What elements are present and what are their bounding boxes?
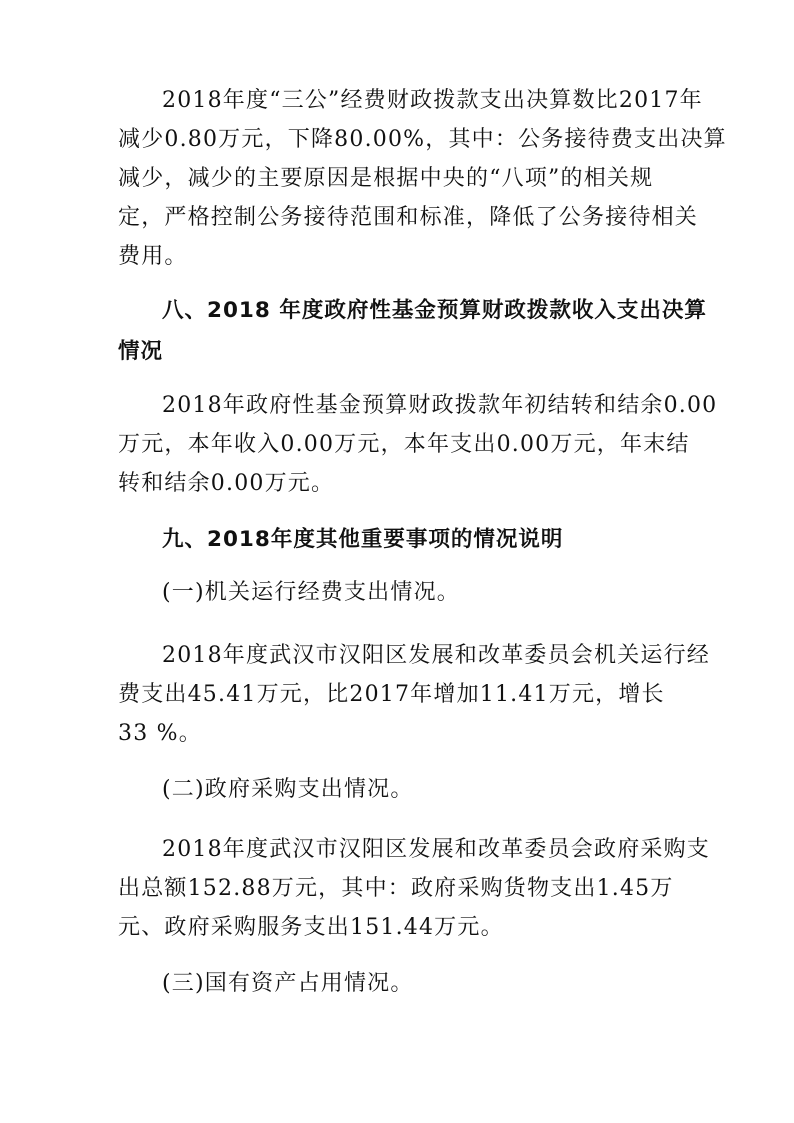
section-heading-8-line-2: 情况: [118, 339, 164, 364]
paragraph-sangong-line-2: 减少0.80万元，下降80.00%，其中：公务接待费支出决算: [118, 127, 727, 152]
subheading-state-assets: (三)国有资产占用情况。: [162, 971, 414, 996]
paragraph-procurement-line-2: 出总额152.88万元，其中：政府采购货物支出1.45万: [118, 876, 674, 901]
paragraph-sangong-line-1: 2018年度“三公”经费财政拨款支出决算数比2017年: [162, 88, 703, 113]
paragraph-fund-line-3: 转和结余0.00万元。: [118, 471, 335, 496]
paragraph-sangong-line-3: 减少，减少的主要原因是根据中央的“八项”的相关规: [118, 166, 654, 191]
paragraph-procurement-line-1: 2018年度武汉市汉阳区发展和改革委员会政府采购支: [162, 837, 710, 862]
paragraph-fund-line-2: 万元，本年收入0.00万元，本年支出0.00万元，年末结: [118, 432, 690, 457]
section-heading-8-line-1: 八、2018 年度政府性基金预算财政拨款收入支出决算: [162, 298, 707, 323]
paragraph-operating-line-3: 33 %。: [118, 721, 202, 746]
section-heading-9: 九、2018年度其他重要事项的情况说明: [162, 527, 564, 552]
paragraph-fund-line-1: 2018年政府性基金预算财政拨款年初结转和结余0.00: [162, 393, 718, 418]
paragraph-sangong-line-4: 定，严格控制公务接待范围和标准，降低了公务接待相关: [118, 205, 699, 230]
paragraph-operating-line-2: 费支出45.41万元，比2017年增加11.41万元，增长: [118, 682, 665, 707]
paragraph-sangong-line-5: 费用。: [118, 244, 188, 269]
paragraph-operating-line-1: 2018年度武汉市汉阳区发展和改革委员会机关运行经: [162, 643, 710, 668]
paragraph-procurement-line-3: 元、政府采购服务支出151.44万元。: [118, 915, 504, 940]
subheading-procurement: (二)政府采购支出情况。: [162, 777, 414, 802]
subheading-operating-expenses: (一)机关运行经费支出情况。: [162, 580, 460, 605]
